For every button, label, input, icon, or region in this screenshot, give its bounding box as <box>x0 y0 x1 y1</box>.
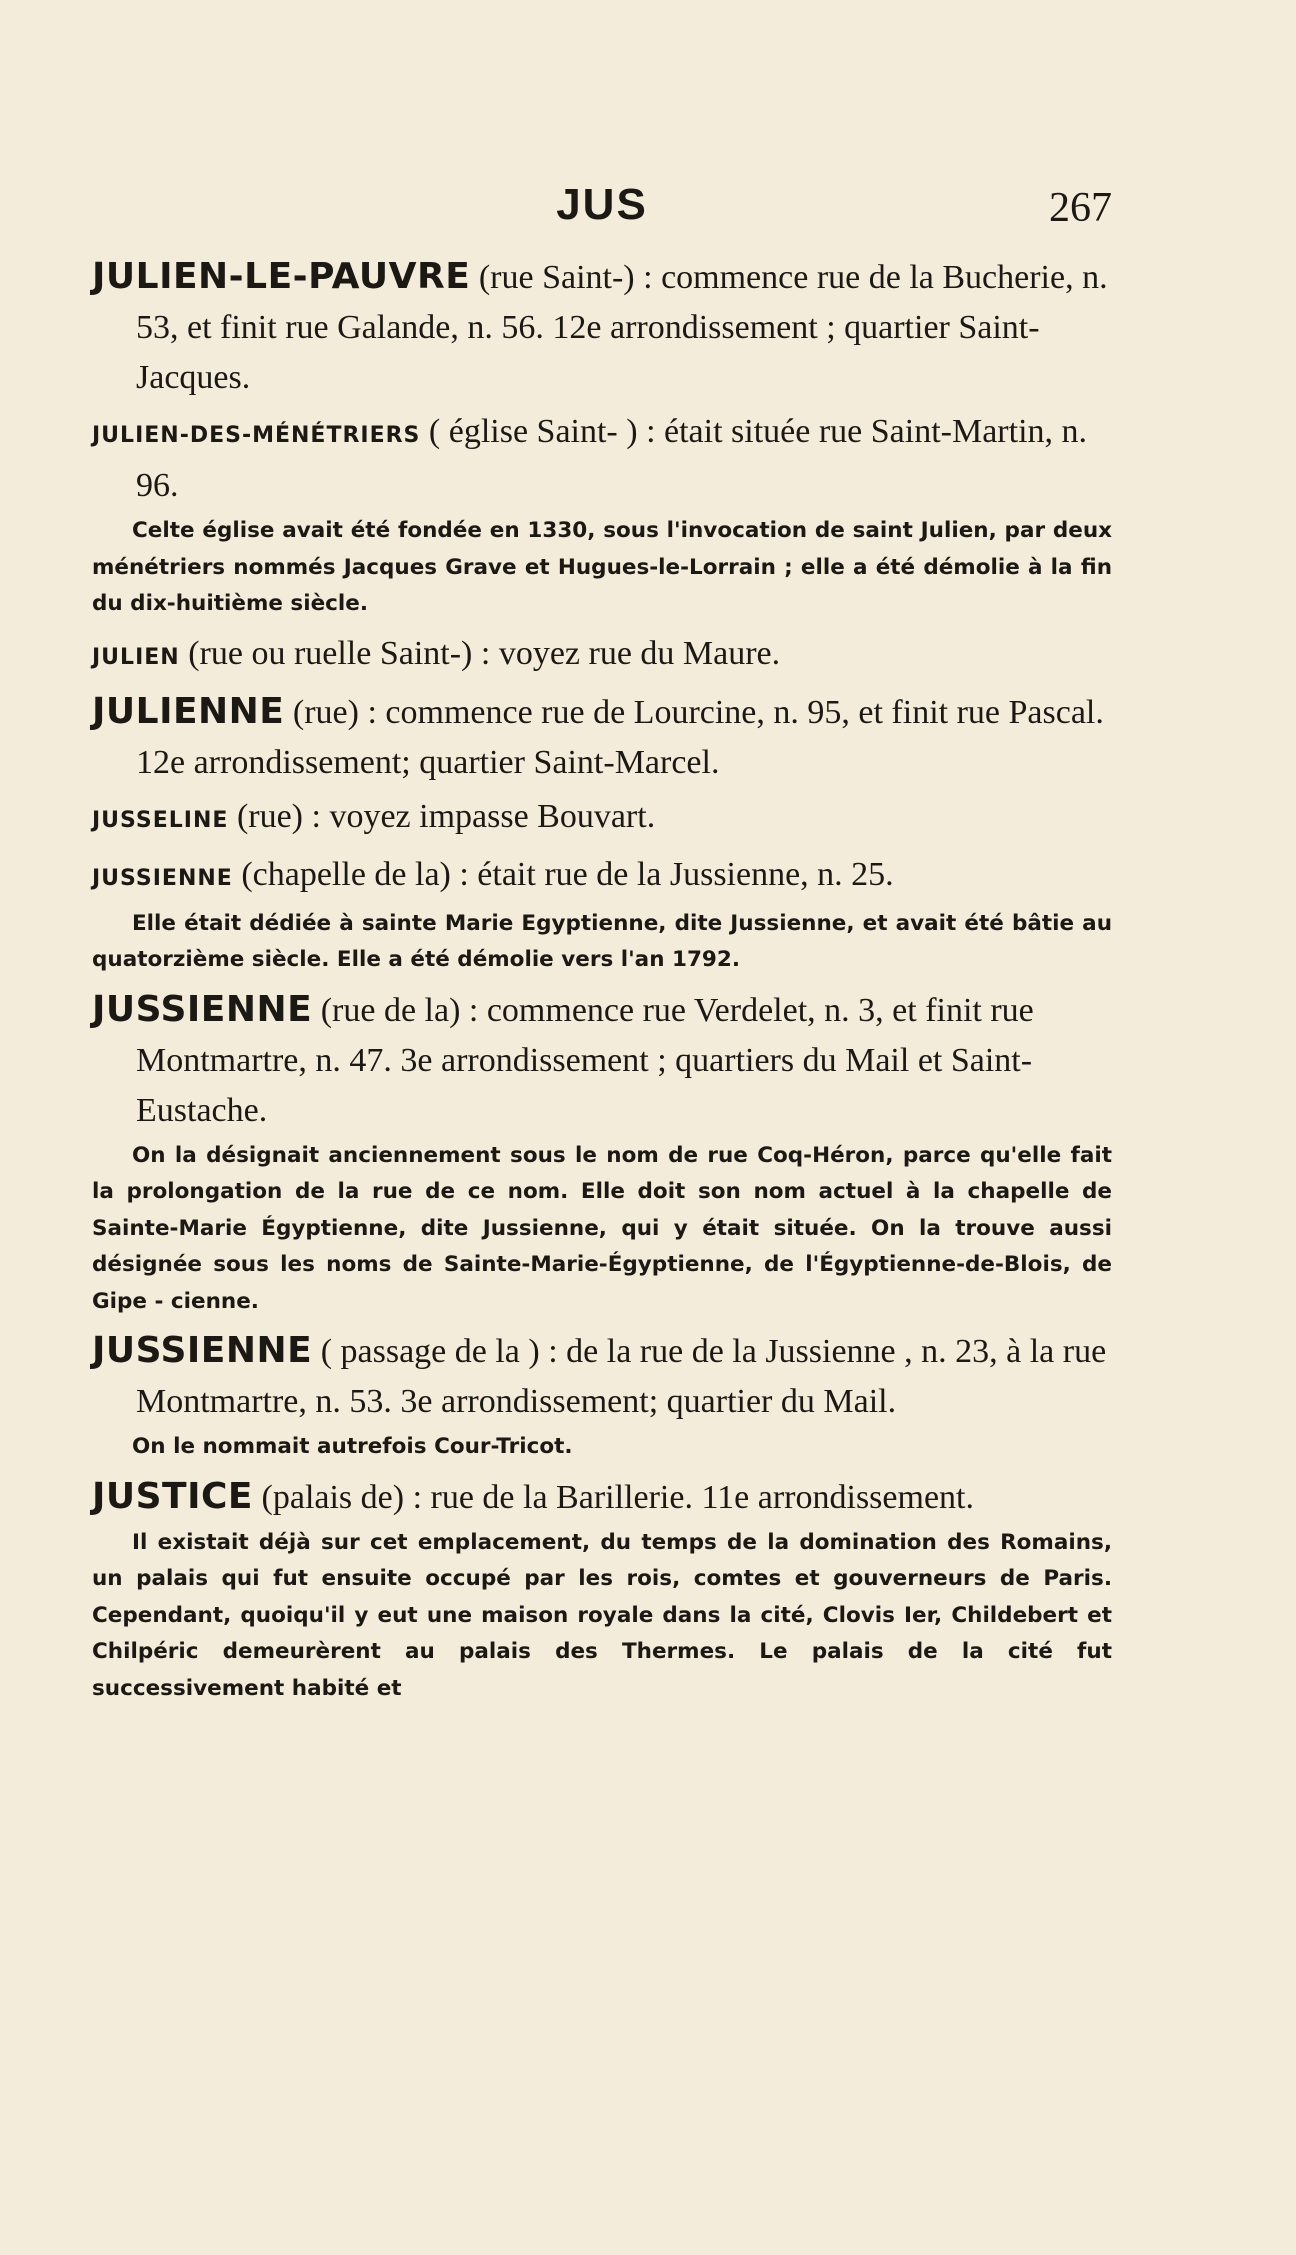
entry-jussienne-chapelle <box>92 850 1112 904</box>
entry-note: Elle était dédiée à sainte Marie Egyptienne, dite Jussienne, et avait été bâtie au quatorzième siècle. Elle a été démolie vers l'an 1792. <box>92 910 1112 972</box>
entry-headword: JULIENNE <box>92 690 285 732</box>
page-body <box>92 248 1112 1713</box>
running-header <box>92 178 1112 238</box>
entry-note: Il existait déjà sur cet emplacement, du temps de la domination des Romains, un palais qui fut ensuite occupé par les rois, comtes et gouverneurs de Paris. Cependant, quoiqu'il y eut une maison royale dans la cité, Clovis Ier, Childebert et Chilpéric demeurèrent au palais des Thermes. Le palais de la cité fut successivement habité et <box>92 1529 1112 1701</box>
entry-headword: JUSSIENNE <box>92 1330 313 1371</box>
entry-jussienne-rue <box>92 985 1112 1136</box>
entry-headword: JULIEN-LE-PAUVRE <box>92 256 471 297</box>
entry-julienne <box>92 687 1112 788</box>
entry-julien-des-menetriers <box>92 407 1112 511</box>
entry-headword: JULIEN-DES-MÉNÉTRIERS <box>92 423 421 448</box>
entry-text: (rue Saint-) : commence rue de la Bucherie, n. 53, et finit rue Galande, n. 56. 12e arrondissement ; quartier Saint-Jacques. <box>136 259 1108 396</box>
entry-headword: JUSSELINE <box>92 807 229 833</box>
entry-note: On le nommait autrefois Cour-Tricot. <box>132 1434 573 1459</box>
entry-jusseline <box>92 792 1112 846</box>
running-head: JUS <box>556 180 648 229</box>
entry-jussienne-passage <box>92 1326 1112 1427</box>
entry-text: ( passage de la ) : de la rue de la Jussienne , n. 23, à la rue Montmartre, n. 53. 3e arrondissement; quartier du Mail. <box>136 1333 1107 1420</box>
entry-text: (palais de) : rue de la Barillerie. 11e arrondissement. <box>261 1478 974 1516</box>
entry-headword: JUSSIENNE <box>92 988 313 1030</box>
entry-justice <box>92 1472 1112 1523</box>
entry-julien-le-pauvre <box>92 252 1112 403</box>
entry-text: (rue) : voyez impasse Bouvart. <box>236 797 656 835</box>
entry-headword: JULIEN <box>92 644 180 670</box>
page-number: 267 <box>1049 185 1112 231</box>
entry-headword: JUSTICE <box>92 1475 254 1517</box>
entry-note: Celte église avait été fondée en 1330, sous l'invocation de saint Julien, par deux ménétriers nommés Jacques Grave et Hugues-le-Lorrain ; elle a été démolie à la fin du dix-huitième siècle. <box>92 518 1112 616</box>
entry-text: (chapelle de la) : était rue de la Jussienne, n. 25. <box>241 855 894 893</box>
entry-headword: JUSSIENNE <box>92 865 233 891</box>
entry-text: (rue de la) : commence rue Verdelet, n. 3, et finit rue Montmartre, n. 47. 3e arrondissement ; quartiers du Mail et Saint-Eustache. <box>136 991 1034 1129</box>
entry-text: (rue ou ruelle Saint-) : voyez rue du Maure. <box>188 634 781 672</box>
entry-julien <box>92 629 1112 683</box>
entry-note: On la désignait anciennement sous le nom de rue Coq-Héron, parce qu'elle fait la prolongation de la rue de ce nom. Elle doit son nom actuel à la chapelle de Sainte-Marie Égyptienne, dite Jussienne, qui y était située. On la trouve aussi désignée sous les noms de Sainte-Marie-Égyptienne, de l'Égyptienne-de-Blois, de Gipe - cienne. <box>92 1142 1112 1314</box>
entry-text: ( église Saint- ) : était située rue Saint-Martin, n. 96. <box>136 413 1088 504</box>
entry-text: (rue) : commence rue de Lourcine, n. 95, et finit rue Pascal. 12e arrondissement; quartier Saint-Marcel. <box>136 693 1104 781</box>
